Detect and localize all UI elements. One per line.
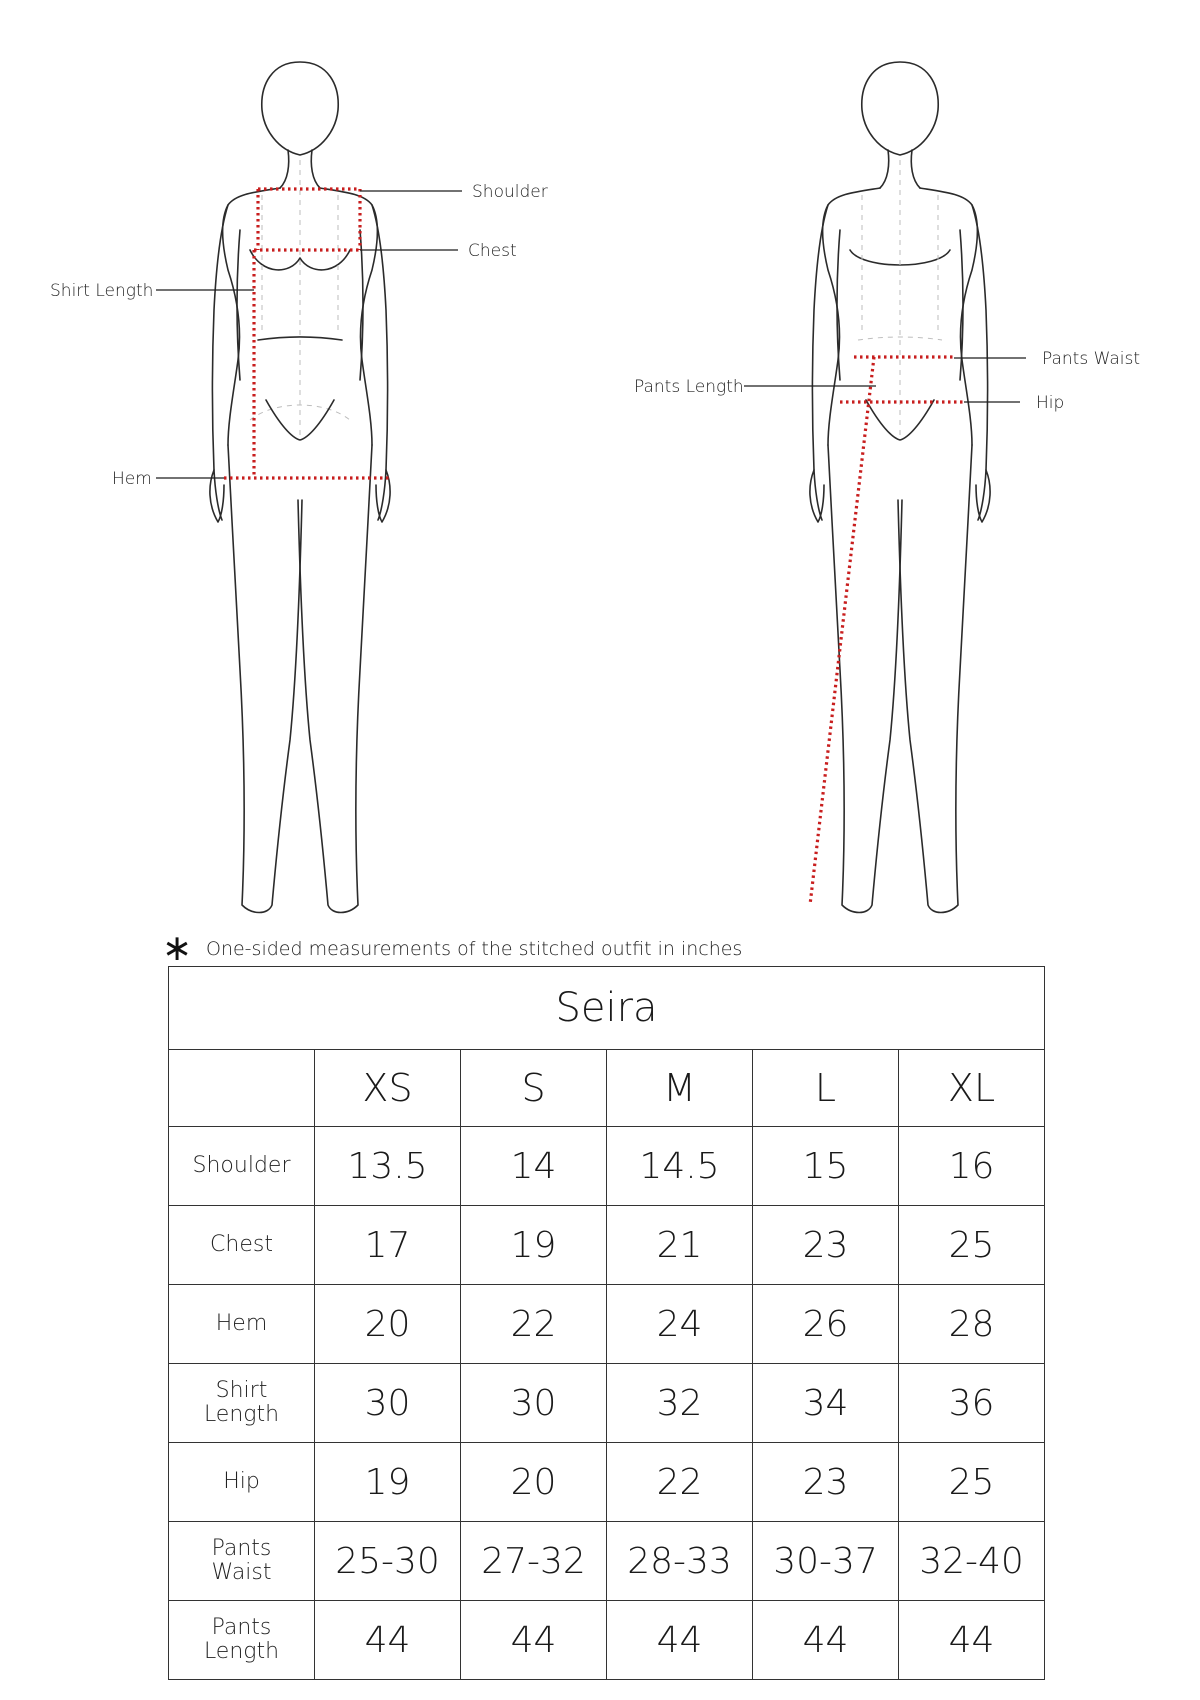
table-row bbox=[169, 1285, 1045, 1364]
back-figure bbox=[744, 62, 1026, 913]
table-cell: 30-37 bbox=[753, 1522, 899, 1601]
table-cell: 44 bbox=[315, 1601, 461, 1680]
front-figure bbox=[50, 62, 548, 913]
size-header-xl: XL bbox=[899, 1050, 1045, 1127]
row-label bbox=[169, 1285, 315, 1364]
row-label bbox=[169, 1206, 315, 1285]
table-cell: 19 bbox=[315, 1443, 461, 1522]
row-label-line: Shoulder bbox=[192, 1153, 291, 1178]
table-cell: 30 bbox=[315, 1364, 461, 1443]
table-cell: 44 bbox=[753, 1601, 899, 1680]
table-cell: 25 bbox=[899, 1206, 1045, 1285]
hem-callout: Hem bbox=[112, 469, 152, 489]
table-cell: 44 bbox=[461, 1601, 607, 1680]
table-cell: 23 bbox=[753, 1443, 899, 1522]
table-cell: 25-30 bbox=[315, 1522, 461, 1601]
chest-callout: Chest bbox=[468, 241, 517, 261]
table-cell: 20 bbox=[461, 1443, 607, 1522]
size-header-xs: XS bbox=[315, 1050, 461, 1127]
row-label bbox=[169, 1522, 315, 1601]
row-label-line: Length bbox=[203, 1639, 280, 1664]
row-label-line: Length bbox=[203, 1402, 280, 1427]
table-cell: 34 bbox=[753, 1364, 899, 1443]
row-label bbox=[169, 1601, 315, 1680]
shoulder-measure-line bbox=[258, 189, 360, 250]
size-header-l: L bbox=[753, 1050, 899, 1127]
table-cell: 17 bbox=[315, 1206, 461, 1285]
table-cell: 44 bbox=[607, 1601, 753, 1680]
note-text: One-sided measurements of the stitched outfit in inches bbox=[206, 938, 743, 960]
row-label bbox=[169, 1443, 315, 1522]
measurement-note bbox=[162, 928, 743, 969]
row-label bbox=[169, 1364, 315, 1443]
pants-waist-callout: Pants Waist bbox=[1042, 349, 1140, 369]
table-cell: 15 bbox=[753, 1127, 899, 1206]
table-cell: 24 bbox=[607, 1285, 753, 1364]
corner-cell bbox=[169, 1050, 315, 1127]
row-label-line: Chest bbox=[210, 1232, 273, 1257]
table-cell: 20 bbox=[315, 1285, 461, 1364]
table-row bbox=[169, 1443, 1045, 1522]
size-header-s: S bbox=[461, 1050, 607, 1127]
table-cell: 36 bbox=[899, 1364, 1045, 1443]
shirt-length-callout: Shirt Length bbox=[50, 281, 154, 301]
table-cell: 30 bbox=[461, 1364, 607, 1443]
table-cell: 27-32 bbox=[461, 1522, 607, 1601]
hip-callout: Hip bbox=[1036, 393, 1065, 413]
row-label bbox=[169, 1127, 315, 1206]
pants-length-callout: Pants Length bbox=[634, 377, 744, 397]
table-cell: 23 bbox=[753, 1206, 899, 1285]
table-title: Seira bbox=[169, 967, 1045, 1050]
table-cell: 13.5 bbox=[315, 1127, 461, 1206]
table-row bbox=[169, 1601, 1045, 1680]
asterisk-icon: ∗ bbox=[162, 928, 193, 969]
table-cell: 32-40 bbox=[899, 1522, 1045, 1601]
table-cell: 26 bbox=[753, 1285, 899, 1364]
row-label-line: Pants bbox=[211, 1536, 272, 1561]
size-header-m: M bbox=[607, 1050, 753, 1127]
table-cell: 16 bbox=[899, 1127, 1045, 1206]
pants-length-measure-line bbox=[810, 357, 874, 905]
table-cell: 21 bbox=[607, 1206, 753, 1285]
table-row bbox=[169, 1522, 1045, 1601]
row-label-line: Pants bbox=[211, 1615, 272, 1640]
table-cell: 22 bbox=[461, 1285, 607, 1364]
size-chart-table bbox=[168, 966, 1045, 1680]
row-label-line: Hip bbox=[223, 1469, 260, 1494]
row-label-line: Hem bbox=[215, 1311, 268, 1336]
size-header-row bbox=[169, 1050, 1045, 1127]
table-cell: 28 bbox=[899, 1285, 1045, 1364]
table-row bbox=[169, 1127, 1045, 1206]
table-cell: 44 bbox=[899, 1601, 1045, 1680]
table-cell: 14 bbox=[461, 1127, 607, 1206]
table-row bbox=[169, 1206, 1045, 1285]
table-row bbox=[169, 1364, 1045, 1443]
table-cell: 22 bbox=[607, 1443, 753, 1522]
table-cell: 25 bbox=[899, 1443, 1045, 1522]
table-cell: 19 bbox=[461, 1206, 607, 1285]
shoulder-callout: Shoulder bbox=[472, 182, 548, 202]
table-cell: 28-33 bbox=[607, 1522, 753, 1601]
row-label-line: Waist bbox=[211, 1560, 272, 1585]
table-cell: 14.5 bbox=[607, 1127, 753, 1206]
row-label-line: Shirt bbox=[215, 1378, 268, 1403]
table-cell: 32 bbox=[607, 1364, 753, 1443]
